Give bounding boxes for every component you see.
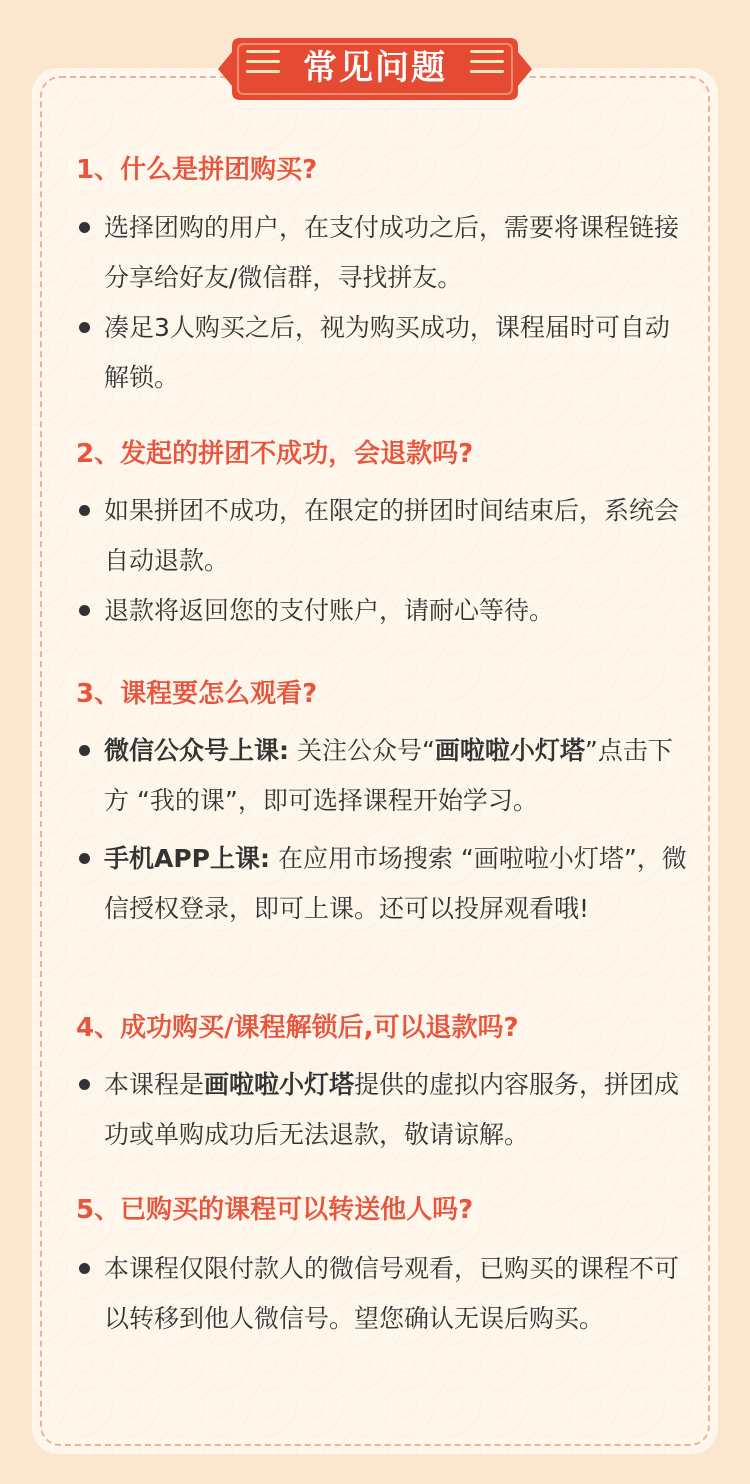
brand-name: 画啦啦小灯塔 (434, 736, 585, 765)
bullet-icon (79, 1263, 90, 1274)
title-banner (218, 32, 532, 106)
faq-question-3: 3、课程要怎么观看? (76, 679, 318, 709)
faq-answer-3-1 (104, 726, 694, 826)
answer-label: 微信公众号上课: (104, 736, 289, 765)
brand-name: 画啦啦小灯塔 (204, 1070, 355, 1099)
faq-answer-4-1 (104, 1060, 694, 1160)
answer-text: 提供的虚拟内容服务，拼团成功或单购成功后无法退款，敬请谅解。 (104, 1070, 680, 1149)
bullet-icon (79, 605, 90, 616)
bullet-icon (79, 745, 90, 756)
answer-text: 本课程是 (104, 1070, 205, 1099)
faq-answer-2-2: 退款将返回您的支付账户，请耐心等待。 (104, 596, 555, 625)
faq-answer-2-1: 如果拼团不成功，在限定的拼团时间结束后，系统会自动退款。 (104, 496, 680, 575)
faq-question-5: 5、已购买的课程可以转送他人吗? (76, 1195, 474, 1225)
answer-text: 关注公众号“ (289, 736, 435, 765)
faq-question-1: 1、什么是拼团购买? (76, 155, 318, 185)
faq-answer-1-2: 凑足3人购买之后，视为购买成功，课程届时可自动解锁。 (104, 313, 670, 392)
answer-text: ”点击下方 “我的课”，即可选择课程开始学习。 (104, 736, 673, 815)
page-title: 常见问题 (303, 48, 447, 88)
faq-answer-3-2 (104, 834, 694, 934)
faq-question-4: 4、成功购买/课程解锁后,可以退款吗? (76, 1013, 519, 1043)
faq-question-2: 2、发起的拼团不成功，会退款吗? (76, 439, 474, 469)
bullet-icon (79, 505, 90, 516)
bullet-icon (79, 853, 90, 864)
bullet-icon (79, 222, 90, 233)
faq-answer-1-1: 选择团购的用户，在支付成功之后，需要将课程链接分享给好友/微信群，寻找拼友。 (104, 213, 680, 292)
bullet-icon (79, 1079, 90, 1090)
answer-text: 在应用市场搜索 “画啦啦小灯塔”，微信授权登录，即可上课。还可以投屏观看哦! (104, 844, 687, 923)
bullet-icon (79, 322, 90, 333)
faq-answer-5-1: 本课程仅限付款人的微信号观看，已购买的课程不可以转移到他人微信号。望您确认无误后购买。 (104, 1254, 680, 1333)
answer-label: 手机APP上课: (104, 844, 270, 873)
